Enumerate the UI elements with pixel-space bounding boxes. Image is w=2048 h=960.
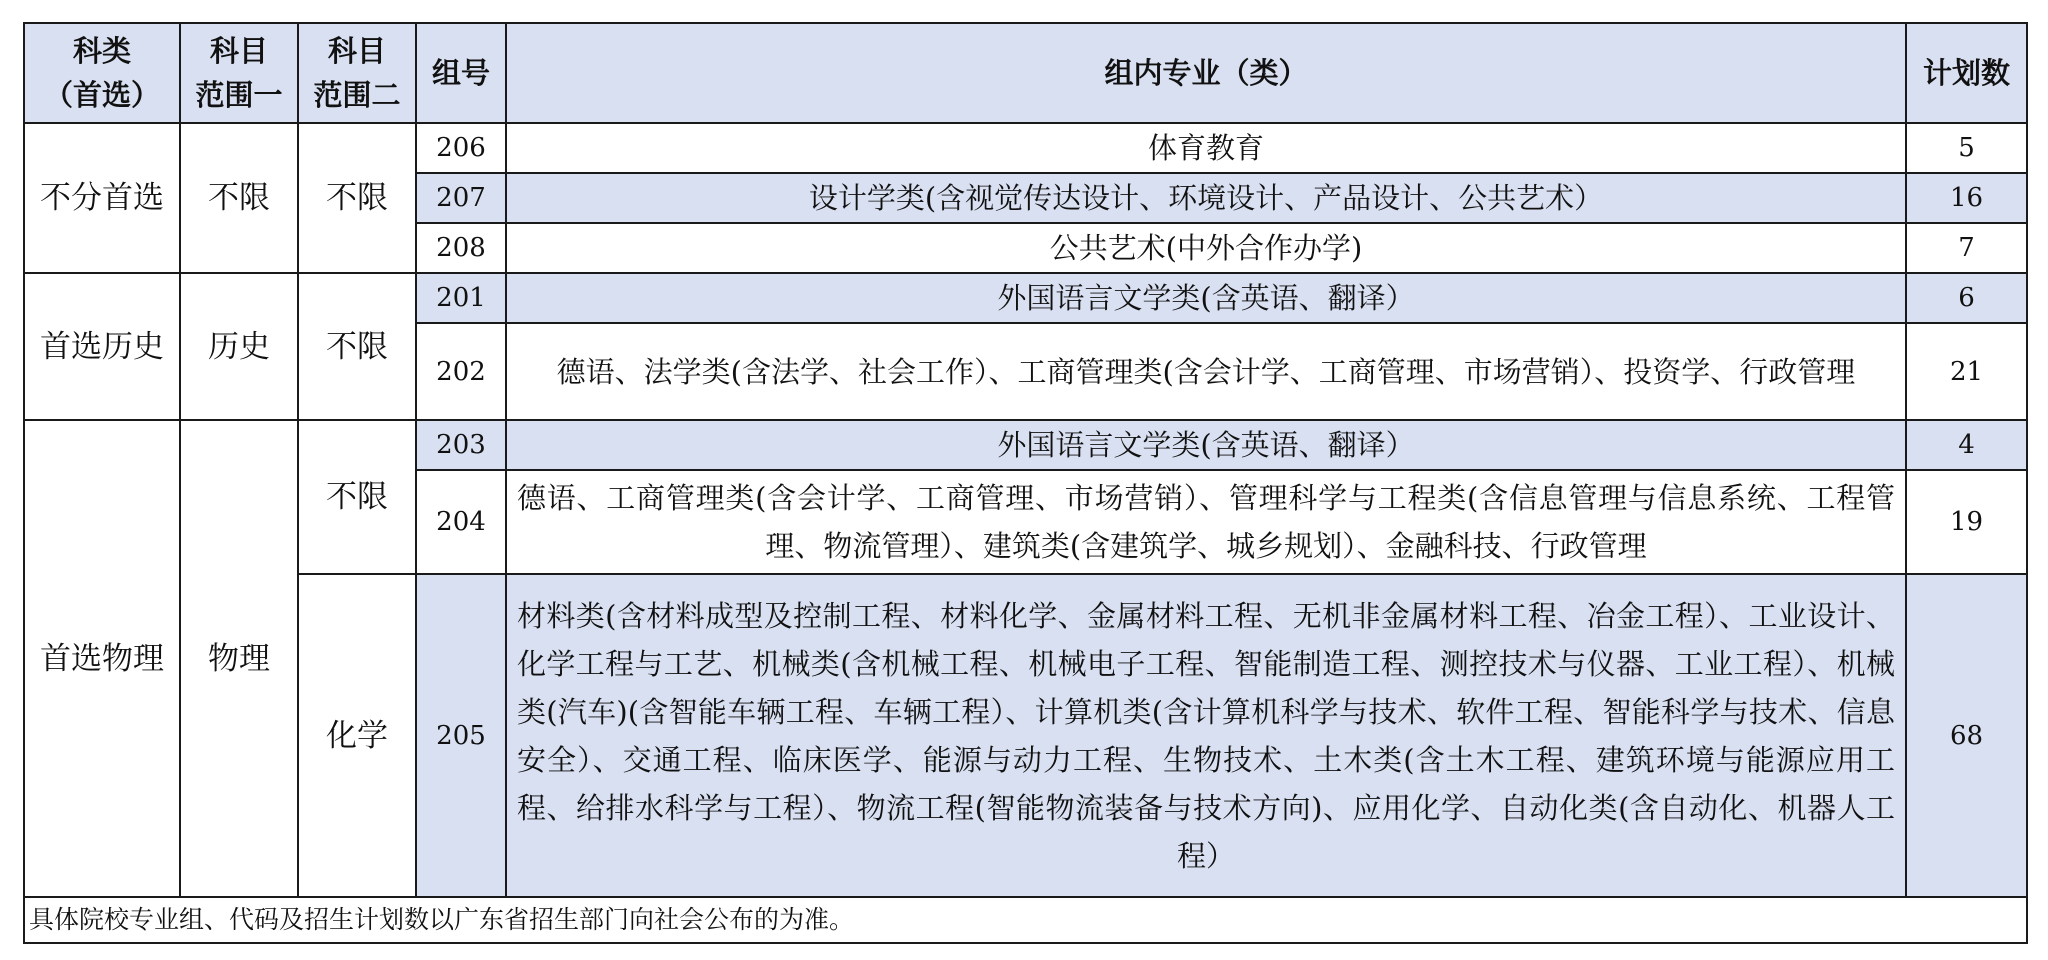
plan-count: 68	[1906, 574, 2027, 897]
majors-cell: 公共艺术(中外合作办学)	[506, 223, 1906, 273]
category-cell: 首选历史	[24, 273, 180, 420]
header-group-no: 组号	[416, 23, 506, 123]
scope-two-cell: 不限	[298, 123, 416, 273]
scope-two-cell: 化学	[298, 574, 416, 897]
plan-count: 5	[1906, 123, 2027, 173]
plan-count: 4	[1906, 420, 2027, 470]
plan-count: 19	[1906, 470, 2027, 574]
group-number: 208	[416, 223, 506, 273]
header-row	[24, 23, 2027, 123]
header-scope-two: 科目 范围二	[298, 23, 416, 123]
scope-one-cell: 物理	[180, 420, 298, 897]
group-number: 203	[416, 420, 506, 470]
enrollment-plan-table-wrapper	[23, 22, 2028, 944]
plan-count: 21	[1906, 323, 2027, 420]
majors-cell: 外国语言文学类(含英语、翻译）	[506, 420, 1906, 470]
header-subject-category: 科类 （首选）	[24, 23, 180, 123]
category-cell: 首选物理	[24, 420, 180, 897]
group-number: 207	[416, 173, 506, 223]
scope-one-cell: 不限	[180, 123, 298, 273]
table-footnote: 具体院校专业组、代码及招生计划数以广东省招生部门向社会公布的为准。	[24, 897, 2027, 943]
majors-cell: 德语、法学类(含法学、社会工作）、工商管理类(含会计学、工商管理、市场营销）、投资学、行政管理	[506, 323, 1906, 420]
group-number: 202	[416, 323, 506, 420]
group-number: 206	[416, 123, 506, 173]
plan-count: 6	[1906, 273, 2027, 323]
scope-two-cell: 不限	[298, 273, 416, 420]
table-row	[24, 123, 2027, 173]
table-row	[24, 273, 2027, 323]
header-scope-one: 科目 范围一	[180, 23, 298, 123]
majors-cell: 德语、工商管理类(含会计学、工商管理、市场营销）、管理科学与工程类(含信息管理与信息系统、工程管理、物流管理）、建筑类(含建筑学、城乡规划）、金融科技、行政管理	[506, 470, 1906, 574]
header-plan-count: 计划数	[1906, 23, 2027, 123]
majors-cell: 体育教育	[506, 123, 1906, 173]
table-row	[24, 574, 2027, 897]
majors-cell: 设计学类(含视觉传达设计、环境设计、产品设计、公共艺术）	[506, 173, 1906, 223]
majors-cell: 外国语言文学类(含英语、翻译）	[506, 273, 1906, 323]
group-number: 205	[416, 574, 506, 897]
group-number: 204	[416, 470, 506, 574]
majors-cell: 材料类(含材料成型及控制工程、材料化学、金属材料工程、无机非金属材料工程、冶金工程）、工业设计、化学工程与工艺、机械类(含机械工程、机械电子工程、智能制造工程、测控技术与仪器、工业工程）、机械类(汽车)(含智能车辆工程、车辆工程）、计算机类(含计算机科学与技术、软件工程、智能科学与技术、信息安全）、交通工程、临床医学、能源与动力工程、生物技术、土木类(含土木工程、建筑环境与能源应用工程、给排水科学与工程）、物流工程(智能物流装备与技术方向)、应用化学、自动化类(含自动化、机器人工程）	[506, 574, 1906, 897]
plan-count: 7	[1906, 223, 2027, 273]
table-row	[24, 420, 2027, 470]
group-number: 201	[416, 273, 506, 323]
note-row	[24, 897, 2027, 943]
category-cell: 不分首选	[24, 123, 180, 273]
scope-one-cell: 历史	[180, 273, 298, 420]
scope-two-cell: 不限	[298, 420, 416, 574]
enrollment-plan-table	[23, 22, 2028, 944]
header-majors: 组内专业（类）	[506, 23, 1906, 123]
plan-count: 16	[1906, 173, 2027, 223]
